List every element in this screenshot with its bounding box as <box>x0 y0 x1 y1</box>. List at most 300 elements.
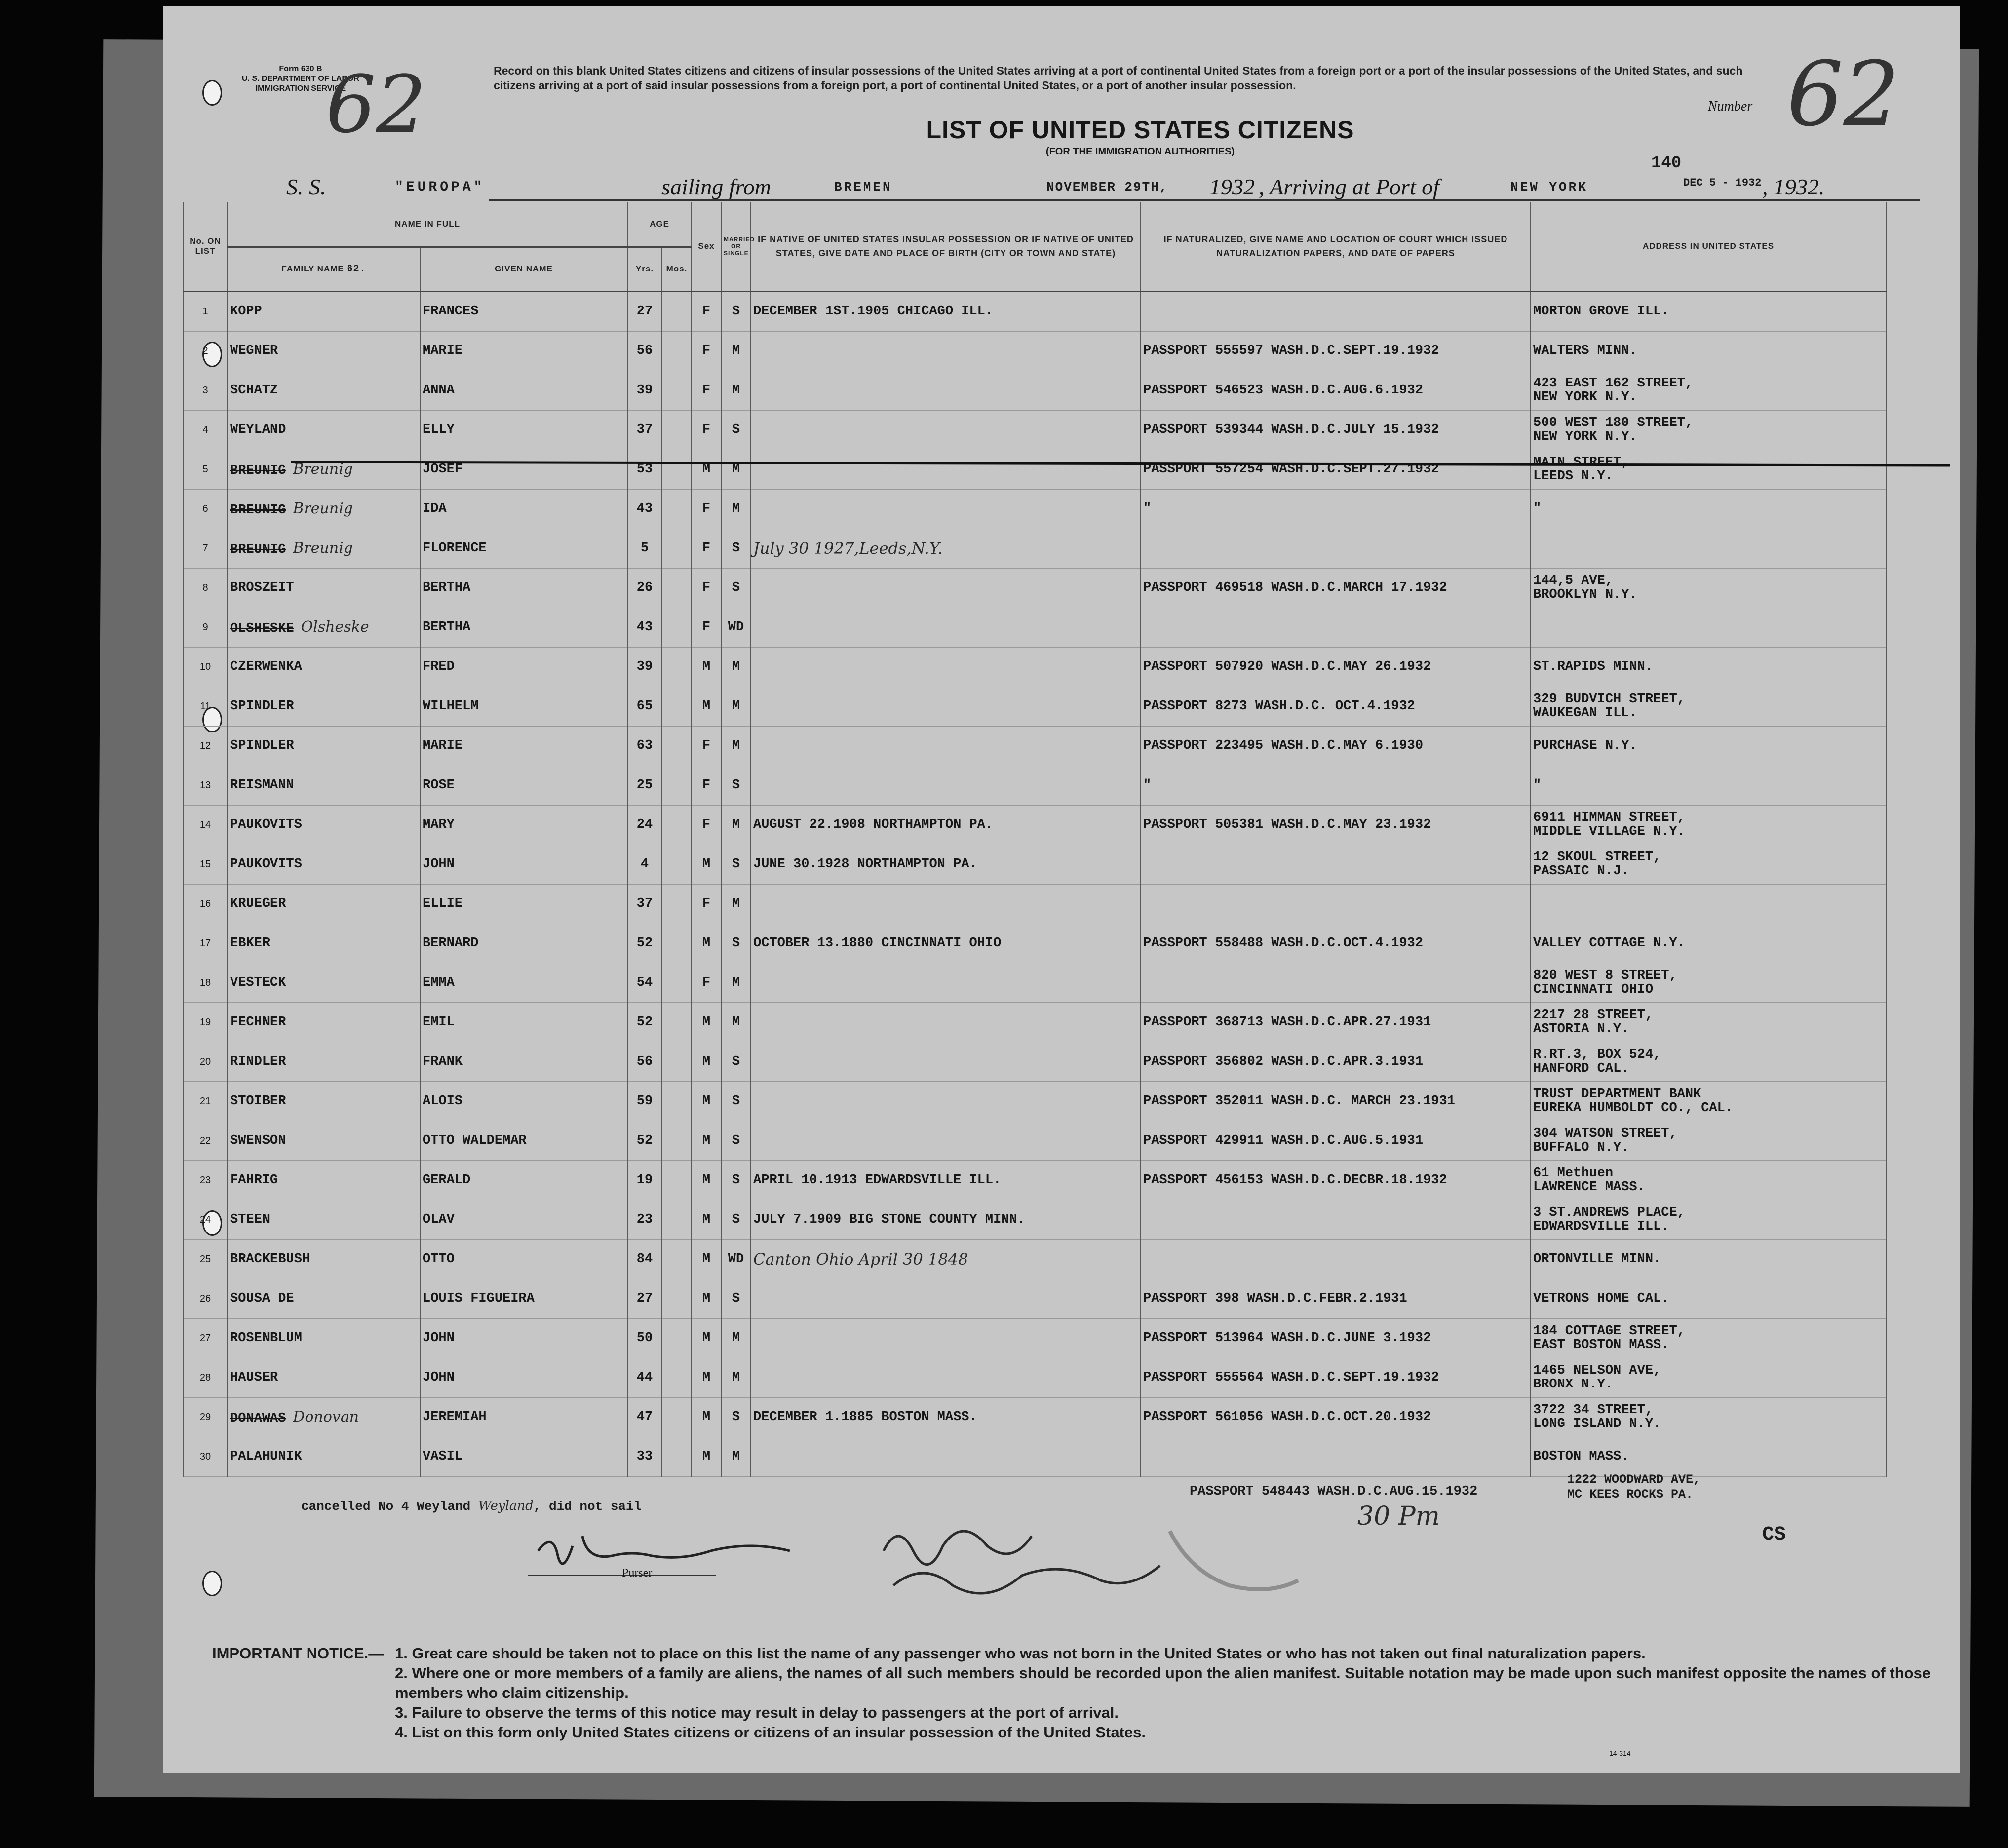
address-cell <box>1531 1121 1886 1160</box>
months-cell <box>662 963 692 1002</box>
address-line-1: R.RT.3, BOX 524, <box>1533 1047 1661 1062</box>
passport-cell: PASSPORT 507920 WASH.D.C.MAY 26.1932 <box>1141 647 1531 687</box>
address-line-2: LAWRENCE MASS. <box>1533 1180 1645 1194</box>
marital-cell: M <box>721 331 751 371</box>
table-row <box>183 450 1886 489</box>
sex-cell: F <box>692 608 721 647</box>
age-cell: 56 <box>627 331 662 371</box>
address-line-1: 3 ST.ANDREWS PLACE, <box>1533 1205 1685 1220</box>
given-name-cell: OTTO <box>420 1239 627 1279</box>
address-line-2: PASSAIC N.J. <box>1533 864 1629 879</box>
given-name-cell: JOHN <box>420 1358 627 1397</box>
col-no: No. ON LIST <box>183 202 228 291</box>
inspector-signature <box>864 1502 1407 1630</box>
notice-heading: IMPORTANT NOTICE.— <box>212 1645 384 1662</box>
sex-cell: M <box>692 647 721 687</box>
sex-cell: M <box>692 845 721 884</box>
given-name-cell: JEREMIAH <box>420 1397 627 1437</box>
birth-cell <box>751 371 1141 410</box>
age-cell: 24 <box>627 805 662 845</box>
family-name: REISMANN <box>230 778 294 793</box>
table-row <box>183 963 1886 1002</box>
family-name: KRUEGER <box>230 896 286 911</box>
age-cell: 5 <box>627 529 662 568</box>
address-cell <box>1531 1318 1886 1358</box>
birth-cell <box>751 884 1141 924</box>
given-name-cell: JOHN <box>420 1318 627 1358</box>
address-line-1: VALLEY COTTAGE N.Y. <box>1533 936 1685 951</box>
address-cell <box>1531 1160 1886 1200</box>
address-cell <box>1531 450 1886 489</box>
marital-cell: S <box>721 1081 751 1121</box>
passenger-table <box>183 202 1887 1477</box>
family-name-cell <box>228 1042 420 1081</box>
marital-cell: S <box>721 1279 751 1318</box>
months-cell <box>662 1358 692 1397</box>
address-cell <box>1531 726 1886 766</box>
row-number: 16 <box>183 884 228 924</box>
table-row <box>183 1358 1886 1397</box>
address-line-1: 3722 34 STREET, <box>1533 1403 1654 1418</box>
family-name: VESTECK <box>230 975 286 990</box>
port-from: BREMEN <box>834 180 892 194</box>
months-cell <box>662 1121 692 1160</box>
sex-cell: F <box>692 884 721 924</box>
family-name-cell <box>228 1200 420 1239</box>
row-number: 26 <box>183 1279 228 1318</box>
family-name-cell <box>228 963 420 1002</box>
col-native: IF NATIVE OF UNITED STATES INSULAR POSSESSION OR IF NATIVE OF UNITED STATES, GIVE DATE AND PLACE OF BIRTH (CITY OR TOWN AND STATE) <box>751 202 1141 291</box>
table-row <box>183 608 1886 647</box>
age-cell: 44 <box>627 1358 662 1397</box>
page-number-left: 62 <box>326 58 426 151</box>
given-name-cell: ELLIE <box>420 884 627 924</box>
passport-cell: PASSPORT 469518 WASH.D.C.MARCH 17.1932 <box>1141 568 1531 608</box>
notice-item: 2. Where one or more members of a family are aliens, the names of all such members should be recorded upon the alien manifest. Suitable notation may be made upon such manifest opposite the names of those members who claim citizenship. <box>395 1664 1931 1701</box>
birth-cell <box>751 331 1141 371</box>
table-row <box>183 1081 1886 1121</box>
table-row <box>183 410 1886 450</box>
age-cell: 4 <box>627 845 662 884</box>
address-cell <box>1531 608 1886 647</box>
binder-hole <box>202 80 222 106</box>
address-cell <box>1531 1279 1886 1318</box>
family-name-cell <box>228 1279 420 1318</box>
stamp-number: 140 <box>1651 154 1682 173</box>
marital-cell: S <box>721 1160 751 1200</box>
age-cell: 65 <box>627 687 662 726</box>
passport-cell: PASSPORT 558488 WASH.D.C.OCT.4.1932 <box>1141 924 1531 963</box>
row-number: 1 <box>183 291 228 331</box>
months-cell <box>662 1002 692 1042</box>
address-line-1: MAIN STREET, <box>1533 455 1629 470</box>
passport-cell: PASSPORT 546523 WASH.D.C.AUG.6.1932 <box>1141 371 1531 410</box>
marital-cell: M <box>721 1002 751 1042</box>
table-row <box>183 1318 1886 1358</box>
col-naturalized: IF NATURALIZED, GIVE NAME AND LOCATION OF COURT WHICH ISSUED NATURALIZATION PAPERS, AND DATE OF PAPERS <box>1141 202 1531 291</box>
arrival-stamp: DEC 5 - 1932 <box>1683 177 1762 189</box>
given-name-cell: VASIL <box>420 1437 627 1476</box>
family-name: STEEN <box>230 1212 270 1227</box>
sex-cell: M <box>692 1318 721 1358</box>
row-number: 7 <box>183 529 228 568</box>
family-name-cell <box>228 726 420 766</box>
sex-cell: M <box>692 1121 721 1160</box>
address-cell <box>1531 568 1886 608</box>
row-number: 28 <box>183 1358 228 1397</box>
sex-cell: M <box>692 450 721 489</box>
family-name-correction: Breunig <box>293 461 353 478</box>
family-name: WEGNER <box>230 344 278 358</box>
address-line-2: WAUKEGAN ILL. <box>1533 706 1637 721</box>
passport-cell: PASSPORT 555597 WASH.D.C.SEPT.19.1932 <box>1141 331 1531 371</box>
row-number: 25 <box>183 1239 228 1279</box>
given-name-cell: BERNARD <box>420 924 627 963</box>
passport-cell: PASSPORT 456153 WASH.D.C.DECBR.18.1932 <box>1141 1160 1531 1200</box>
birth-text: APRIL 10.1913 EDWARDSVILLE ILL. <box>753 1173 1002 1188</box>
months-cell <box>662 608 692 647</box>
birth-text: Canton Ohio April 30 1848 <box>753 1249 968 1269</box>
months-cell <box>662 845 692 884</box>
table-row <box>183 1160 1886 1200</box>
family-name: KOPP <box>230 304 262 319</box>
family-name-correction: Breunig <box>293 539 353 557</box>
given-name-cell: FRED <box>420 647 627 687</box>
family-name-cell <box>228 845 420 884</box>
family-name: PAUKOVITS <box>230 817 302 832</box>
given-name-cell: IDA <box>420 489 627 529</box>
row-number: 12 <box>183 726 228 766</box>
family-name-cell <box>228 884 420 924</box>
given-name-cell: FLORENCE <box>420 529 627 568</box>
birth-cell <box>751 450 1141 489</box>
year-prefix: 1932 <box>1209 174 1255 199</box>
age-cell: 52 <box>627 1002 662 1042</box>
months-cell <box>662 1042 692 1081</box>
age-cell: 43 <box>627 489 662 529</box>
given-name-cell: BERTHA <box>420 568 627 608</box>
family-name: RINDLER <box>230 1054 286 1069</box>
row-number: 3 <box>183 371 228 410</box>
age-cell: 59 <box>627 1081 662 1121</box>
family-name: BRACKEBUSH <box>230 1252 310 1267</box>
months-cell <box>662 331 692 371</box>
notice-item: 3. Failure to observe the terms of this notice may result in delay to passengers at the port of arrival. <box>395 1704 1119 1721</box>
birth-text: JUNE 30.1928 NORTHAMPTON PA. <box>753 857 977 872</box>
marital-cell: M <box>721 1437 751 1476</box>
document-page <box>163 6 1960 1773</box>
address-line-1: 304 WATSON STREET, <box>1533 1126 1677 1141</box>
family-name: SOUSA DE <box>230 1291 294 1306</box>
col-yrs: Yrs. <box>627 247 662 291</box>
passport-cell: PASSPORT 8273 WASH.D.C. OCT.4.1932 <box>1141 687 1531 726</box>
months-cell <box>662 1081 692 1121</box>
address-cell <box>1531 291 1886 331</box>
family-name-cell <box>228 1437 420 1476</box>
marital-cell: M <box>721 963 751 1002</box>
family-name-cell <box>228 1121 420 1160</box>
address-line-1: WALTERS MINN. <box>1533 344 1637 358</box>
passport-cell <box>1141 884 1531 924</box>
passport-cell: PASSPORT 368713 WASH.D.C.APR.27.1931 <box>1141 1002 1531 1042</box>
age-cell: 23 <box>627 1200 662 1239</box>
purser-label: Purser <box>622 1567 653 1579</box>
address-cell <box>1531 1200 1886 1239</box>
row-number: 30 <box>183 1437 228 1476</box>
col-family-name <box>228 247 420 291</box>
address-line-2: BRONX N.Y. <box>1533 1377 1614 1392</box>
birth-cell <box>751 726 1141 766</box>
address-cell <box>1531 1437 1886 1476</box>
address-cell <box>1531 1358 1886 1397</box>
address-line-2: MIDDLE VILLAGE N.Y. <box>1533 824 1685 839</box>
birth-cell <box>751 1239 1141 1279</box>
birth-text: OCTOBER 13.1880 CINCINNATI OHIO <box>753 936 1002 951</box>
row-number: 5 <box>183 450 228 489</box>
birth-cell <box>751 1358 1141 1397</box>
family-name: SPINDLER <box>230 738 294 753</box>
address-cell <box>1531 331 1886 371</box>
birth-cell <box>751 1160 1141 1200</box>
family-name: BREUNIG <box>230 542 286 557</box>
months-cell <box>662 291 692 331</box>
address-line-2: NEW YORK N.Y. <box>1533 390 1637 405</box>
birth-cell <box>751 1200 1141 1239</box>
family-name-cell <box>228 1160 420 1200</box>
age-cell: 25 <box>627 766 662 805</box>
row-number: 17 <box>183 924 228 963</box>
family-name-correction: Donovan <box>293 1408 359 1425</box>
given-name-cell: OTTO WALDEMAR <box>420 1121 627 1160</box>
family-name-cell <box>228 331 420 371</box>
birth-text: July 30 1927,Leeds,N.Y. <box>753 539 943 558</box>
given-name-cell: JOSEF <box>420 450 627 489</box>
family-name-cell <box>228 1397 420 1437</box>
months-cell <box>662 647 692 687</box>
table-row <box>183 884 1886 924</box>
birth-cell <box>751 766 1141 805</box>
col-address: ADDRESS IN UNITED STATES <box>1531 202 1886 291</box>
row-number: 20 <box>183 1042 228 1081</box>
row-number: 11 <box>183 687 228 726</box>
passport-cell <box>1141 608 1531 647</box>
passport-cell: PASSPORT 352011 WASH.D.C. MARCH 23.1931 <box>1141 1081 1531 1121</box>
age-cell: 37 <box>627 410 662 450</box>
row-number: 21 <box>183 1081 228 1121</box>
family-name-cell <box>228 450 420 489</box>
passport-cell: PASSPORT 223495 WASH.D.C.MAY 6.1930 <box>1141 726 1531 766</box>
table-row <box>183 1200 1886 1239</box>
col-mos: Mos. <box>662 247 692 291</box>
address-row-30a: 1222 WOODWARD AVE, <box>1567 1472 1701 1487</box>
family-name-cell <box>228 291 420 331</box>
address-line-1: TRUST DEPARTMENT BANK <box>1533 1087 1701 1102</box>
age-cell: 19 <box>627 1160 662 1200</box>
table-row <box>183 1279 1886 1318</box>
address-line-2: EUREKA HUMBOLDT CO., CAL. <box>1533 1101 1734 1116</box>
address-line-1: 329 BUDVICH STREET, <box>1533 692 1685 707</box>
family-name-cell <box>228 410 420 450</box>
age-cell: 39 <box>627 371 662 410</box>
sex-cell: F <box>692 489 721 529</box>
months-cell <box>662 924 692 963</box>
sex-cell: F <box>692 291 721 331</box>
months-cell <box>662 687 692 726</box>
family-name: STOIBER <box>230 1094 286 1109</box>
birth-cell <box>751 924 1141 963</box>
address-line-1: VETRONS HOME CAL. <box>1533 1291 1669 1306</box>
address-line-1: MORTON GROVE ILL. <box>1533 304 1669 319</box>
sex-cell: M <box>692 687 721 726</box>
months-cell <box>662 489 692 529</box>
sex-cell: M <box>692 1042 721 1081</box>
arriving-label: , Arriving at Port of <box>1259 174 1439 199</box>
table-row <box>183 924 1886 963</box>
marital-cell: S <box>721 568 751 608</box>
page-number-right: 62 <box>1787 43 1900 146</box>
table-row <box>183 726 1886 766</box>
months-cell <box>662 766 692 805</box>
address-line-2: BROOKLYN N.Y. <box>1533 587 1637 602</box>
marital-cell: M <box>721 805 751 845</box>
sex-cell: M <box>692 1200 721 1239</box>
family-name-label: FAMILY NAME <box>281 264 344 273</box>
months-cell <box>662 1437 692 1476</box>
address-cell <box>1531 489 1886 529</box>
marital-cell: S <box>721 1121 751 1160</box>
months-cell <box>662 1397 692 1437</box>
months-cell <box>662 1279 692 1318</box>
row-number: 14 <box>183 805 228 845</box>
address-row-30b: MC KEES ROCKS PA. <box>1567 1487 1694 1502</box>
passport-cell: " <box>1141 766 1531 805</box>
address-line-2: LONG ISLAND N.Y. <box>1533 1417 1661 1431</box>
row-number: 10 <box>183 647 228 687</box>
row-number: 9 <box>183 608 228 647</box>
passport-cell <box>1141 1200 1531 1239</box>
col-sex: Sex <box>692 202 721 291</box>
table-row <box>183 371 1886 410</box>
binder-hole <box>202 1571 222 1596</box>
sex-cell: F <box>692 805 721 845</box>
family-name: FAHRIG <box>230 1173 278 1188</box>
months-cell <box>662 1239 692 1279</box>
months-cell <box>662 805 692 845</box>
given-name-cell: MARY <box>420 805 627 845</box>
marital-cell: M <box>721 726 751 766</box>
family-name: OLSHESKE <box>230 621 294 636</box>
row-number: 27 <box>183 1318 228 1358</box>
birth-text: JULY 7.1909 BIG STONE COUNTY MINN. <box>753 1212 1025 1227</box>
sailing-date: NOVEMBER 29TH, <box>1046 180 1168 194</box>
family-name: SWENSON <box>230 1133 286 1148</box>
cancelled-note <box>301 1499 641 1514</box>
birth-cell <box>751 1121 1141 1160</box>
family-name-cell <box>228 1318 420 1358</box>
given-name-cell: EMMA <box>420 963 627 1002</box>
passport-cell: PASSPORT 398 WASH.D.C.FEBR.2.1931 <box>1141 1279 1531 1318</box>
family-name-cell <box>228 766 420 805</box>
table-row <box>183 291 1886 331</box>
given-name-cell: ALOIS <box>420 1081 627 1121</box>
address-line-1: ST.RAPIDS MINN. <box>1533 659 1654 674</box>
table-row <box>183 331 1886 371</box>
address-line-1: 184 COTTAGE STREET, <box>1533 1324 1685 1339</box>
months-cell <box>662 1200 692 1239</box>
birth-cell <box>751 529 1141 568</box>
birth-cell <box>751 1318 1141 1358</box>
row-number: 13 <box>183 766 228 805</box>
cancelled-text: cancelled No 4 Weyland <box>301 1499 471 1514</box>
marital-cell: M <box>721 1318 751 1358</box>
sex-cell: F <box>692 410 721 450</box>
family-name: FECHNER <box>230 1015 286 1030</box>
row-number: 22 <box>183 1121 228 1160</box>
table-row <box>183 529 1886 568</box>
voyage-rule <box>489 199 1920 201</box>
birth-cell <box>751 608 1141 647</box>
family-name-cell <box>228 1239 420 1279</box>
family-name-cell <box>228 568 420 608</box>
birth-cell <box>751 687 1141 726</box>
birth-cell <box>751 291 1141 331</box>
marital-cell: M <box>721 647 751 687</box>
sex-cell: M <box>692 1239 721 1279</box>
sex-cell: M <box>692 1081 721 1121</box>
address-line-1: 820 WEST 8 STREET, <box>1533 968 1677 983</box>
address-line-2: ASTORIA N.Y. <box>1533 1022 1629 1037</box>
address-cell <box>1531 410 1886 450</box>
birth-text: DECEMBER 1ST.1905 CHICAGO ILL. <box>753 304 994 319</box>
row-number: 15 <box>183 845 228 884</box>
form-code: 14-314 <box>1609 1749 1631 1757</box>
birth-cell <box>751 489 1141 529</box>
passport-cell: PASSPORT 429911 WASH.D.C.AUG.5.1931 <box>1141 1121 1531 1160</box>
notice-item: 4. List on this form only United States citizens or citizens of an insular possession of the United States. <box>395 1724 1146 1741</box>
ship-name: "EUROPA" <box>395 180 485 195</box>
passport-cell <box>1141 963 1531 1002</box>
table-row <box>183 1002 1886 1042</box>
family-name-cell <box>228 489 420 529</box>
address-line-2: EDWARDSVILLE ILL. <box>1533 1219 1669 1234</box>
port-arrival: NEW YORK <box>1510 180 1588 194</box>
family-name-cell <box>228 924 420 963</box>
notice-item: 1. Great care should be taken not to place on this list the name of any passenger who was not born in the United States or who has not taken out final naturalization papers. <box>395 1645 1646 1662</box>
sex-cell: M <box>692 1160 721 1200</box>
age-cell: 27 <box>627 1279 662 1318</box>
marital-cell: S <box>721 529 751 568</box>
family-name-correction: Olsheske <box>301 618 369 636</box>
given-name-cell: FRANK <box>420 1042 627 1081</box>
marital-cell: WD <box>721 1239 751 1279</box>
months-cell <box>662 568 692 608</box>
passport-cell: PASSPORT 539344 WASH.D.C.JULY 15.1932 <box>1141 410 1531 450</box>
age-cell: 27 <box>627 291 662 331</box>
marital-cell: S <box>721 766 751 805</box>
table-row <box>183 845 1886 884</box>
birth-text: AUGUST 22.1908 NORTHAMPTON PA. <box>753 817 994 832</box>
passport-cell: PASSPORT 513964 WASH.D.C.JUNE 3.1932 <box>1141 1318 1531 1358</box>
age-cell: 37 <box>627 884 662 924</box>
address-cell <box>1531 805 1886 845</box>
family-name-cell <box>228 529 420 568</box>
months-cell <box>662 726 692 766</box>
given-name-cell: FRANCES <box>420 291 627 331</box>
address-line-1: 6911 HIMMAN STREET, <box>1533 810 1685 825</box>
passport-cell <box>1141 1239 1531 1279</box>
table-row <box>183 1397 1886 1437</box>
age-cell: 53 <box>627 450 662 489</box>
